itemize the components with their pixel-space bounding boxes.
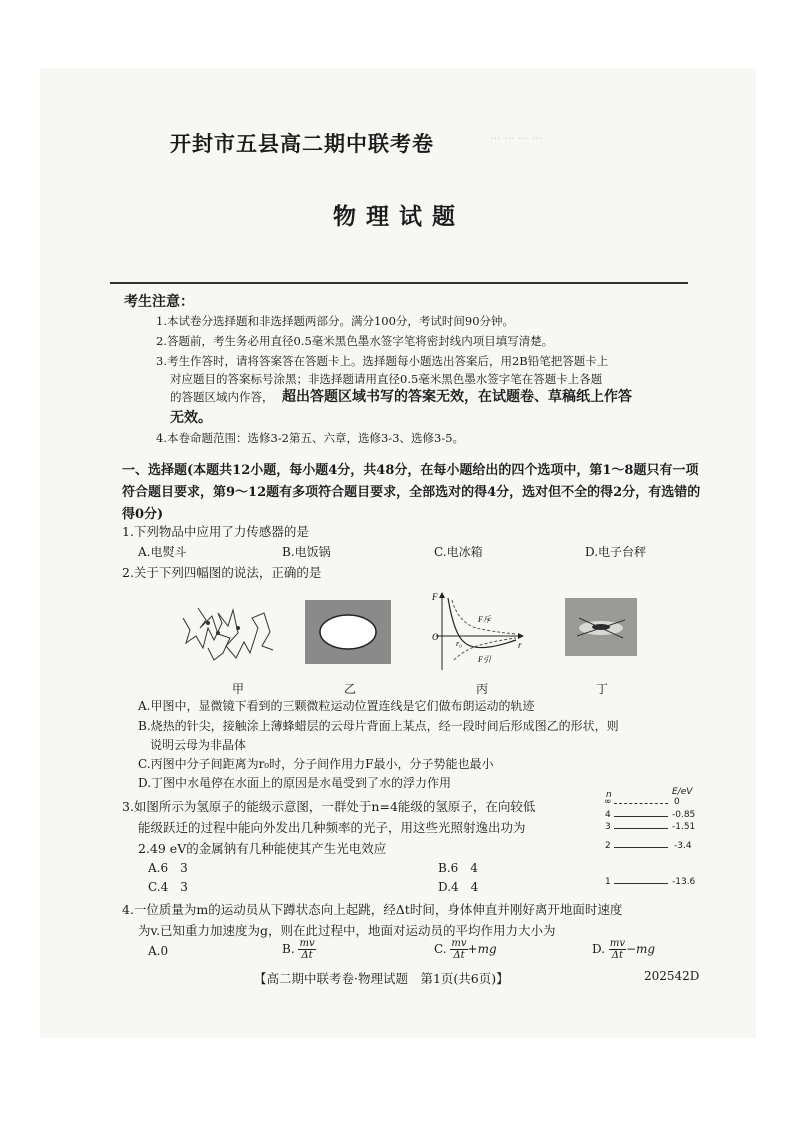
notice-heading: 考生注意： — [124, 294, 194, 310]
question-3-stem-line2: 能级跃迁的过程中能向外发出几种频率的光子，用这些光照射逸出功为 — [138, 820, 526, 835]
notice-item-3-emphasis: 超出答题区域书写的答案无效，在试题卷、草稿纸上作答 — [282, 389, 632, 405]
level-e-4: -0.85 — [672, 810, 696, 820]
mica-wax-figure — [305, 600, 391, 664]
q4-option-b-label: B. — [282, 942, 295, 956]
level-line-1 — [614, 883, 668, 884]
graph-F-label: F — [432, 592, 438, 602]
graph-r-label: r — [518, 640, 522, 650]
level-line-2 — [614, 847, 668, 848]
q4-option-b-fraction — [298, 938, 315, 961]
level-line-4 — [614, 816, 668, 817]
fraction-numerator: mv — [451, 938, 467, 949]
q3-option-a: A.6 3 — [148, 861, 188, 875]
exam-title: 开封市五县高二期中联考卷 — [170, 131, 434, 156]
question-3-stem-line3: 2.49 eV的金属钠有几种能使其产生光电效应 — [138, 841, 387, 856]
q2-option-b-cont: 说明云母为非晶体 — [150, 738, 247, 752]
q4-option-d — [592, 938, 655, 961]
q3-option-c: C.4 3 — [148, 880, 188, 894]
level-n-3: 3 — [605, 822, 611, 832]
q2-option-b: B.烧热的针尖，接触涂上薄蜂蜡层的云母片背面上某点，经一段时间后形成图乙的形状，则 — [138, 719, 619, 733]
notice-item-1: 1.本试卷分选择题和非选择题两部分。满分100分，考试时间90分钟。 — [156, 314, 515, 328]
q4-option-c-label: C. — [434, 942, 447, 956]
q3-option-b: B.6 4 — [438, 861, 478, 875]
graph-r0-label: r₀ — [456, 639, 462, 648]
notice-item-3-line3: 的答题区域内作答， — [170, 390, 274, 404]
graph-origin-label: O — [432, 632, 439, 642]
question-3-stem-line1: 3.如图所示为氢原子的能级示意图，一群处于n=4能级的氢原子，在向较低 — [122, 799, 536, 814]
q1-option-b: B.电饭锅 — [282, 545, 331, 559]
notice-item-3-end: 无效。 — [170, 410, 212, 426]
q1-option-c: C.电冰箱 — [434, 545, 483, 559]
bleed-through-text: ··· ··· ··· ··· — [490, 132, 543, 145]
fraction-denominator: Δt — [611, 950, 624, 961]
fig-label-ding: 丁 — [596, 682, 609, 696]
notice-item-2: 2.答题前，考生务必用直径0.5毫米黑色墨水签字笔将密封线内项目填写清楚。 — [156, 334, 554, 348]
q4-option-a: A.0 — [148, 944, 169, 958]
fraction-denominator: Δt — [453, 950, 465, 961]
q4-option-b — [282, 938, 316, 961]
fraction-numerator: mv — [609, 938, 625, 949]
header-divider — [110, 282, 688, 284]
fig-label-jia: 甲 — [232, 682, 245, 696]
paper-code: 202542D — [644, 969, 700, 983]
q2-option-d: D.丁图中水黾停在水面上的原因是水黾受到了水的浮力作用 — [138, 776, 452, 790]
page-footer: 【高二期中联考卷·物理试题 第1页(共6页)】 — [254, 971, 509, 986]
q4-option-d-term: −mg — [625, 942, 656, 956]
notice-item-4: 4.本卷命题范围：选修3-2第五、六章，选修3-3、选修3-5。 — [156, 431, 465, 445]
subject-title: 物理试题 — [333, 203, 465, 230]
level-line-inf — [614, 803, 668, 805]
question-1-stem: 1.下列物品中应用了力传感器的是 — [122, 524, 309, 539]
level-n-2: 2 — [605, 841, 611, 851]
notice-item-3: 3.考生作答时，请将答案答在答题卡上。选择题每小题选出答案后，用2B铅笔把答题卡上 — [156, 354, 609, 368]
graph-repulsive-label: F斥 — [478, 615, 491, 624]
q2-option-c: C.丙图中分子间距离为r₀时，分子间作用力F最小，分子势能也最小 — [138, 757, 494, 771]
q3-option-d: D.4 4 — [438, 880, 479, 894]
q1-option-a: A.电熨斗 — [138, 545, 187, 559]
q2-option-a: A.甲图中，显微镜下看到的三颗微粒运动位置连线是它们做布朗运动的轨迹 — [138, 699, 535, 713]
q4-option-c — [434, 938, 497, 961]
level-e-inf: 0 — [674, 797, 680, 807]
brownian-motion-figure — [178, 598, 278, 668]
question-4-stem-line1: 4.一位质量为m的运动员从下蹲状态向上起跳，经Δt时间，身体伸直并刚好离开地面时速度 — [122, 902, 623, 917]
graph-attractive-label: F引 — [478, 655, 491, 664]
q1-option-d: D.电子台秤 — [585, 545, 647, 559]
fig-label-yi: 乙 — [344, 682, 357, 696]
fraction-numerator: mv — [299, 938, 315, 949]
level-n-4: 4 — [605, 810, 611, 820]
q4-option-d-label: D. — [592, 942, 606, 956]
q4-option-d-fraction — [609, 938, 626, 961]
level-line-3 — [614, 828, 668, 829]
level-n-inf: ∞ — [604, 797, 612, 807]
fraction-denominator: Δt — [301, 950, 313, 961]
question-4-stem-line2: 为v.已知重力加速度为g，则在此过程中，地面对运动员的平均作用力大小为 — [138, 923, 556, 938]
q4-option-c-fraction — [450, 938, 467, 961]
section-heading: 一、选择题(本题共12小题，每小题4分，共48分，在每小题给出的四个选项中，第1～8题只有一项符合题目要求，第9～12题有多项符合题目要求，全部选对的得4分，选对但不全的得2分，有选错的得0分) — [122, 463, 701, 522]
notice-item-3-line2: 对应题目的答案标号涂黑；非选择题请用直径0.5毫米黑色墨水签字笔在答题卡上各题 — [170, 372, 603, 386]
fig-label-bing: 丙 — [476, 682, 489, 696]
level-e-1: -13.6 — [672, 877, 696, 887]
q4-option-c-term: +mg — [467, 942, 497, 956]
level-n-header: n — [606, 790, 612, 800]
level-e-3: -1.51 — [672, 822, 696, 832]
question-2-stem: 2.关于下列四幅图的说法，正确的是 — [122, 565, 322, 580]
level-unit-header: E/eV — [672, 787, 693, 797]
water-strider-photo — [565, 598, 637, 656]
level-e-2: -3.4 — [674, 841, 692, 851]
level-n-1: 1 — [605, 877, 611, 887]
molecular-force-graph — [428, 590, 526, 672]
